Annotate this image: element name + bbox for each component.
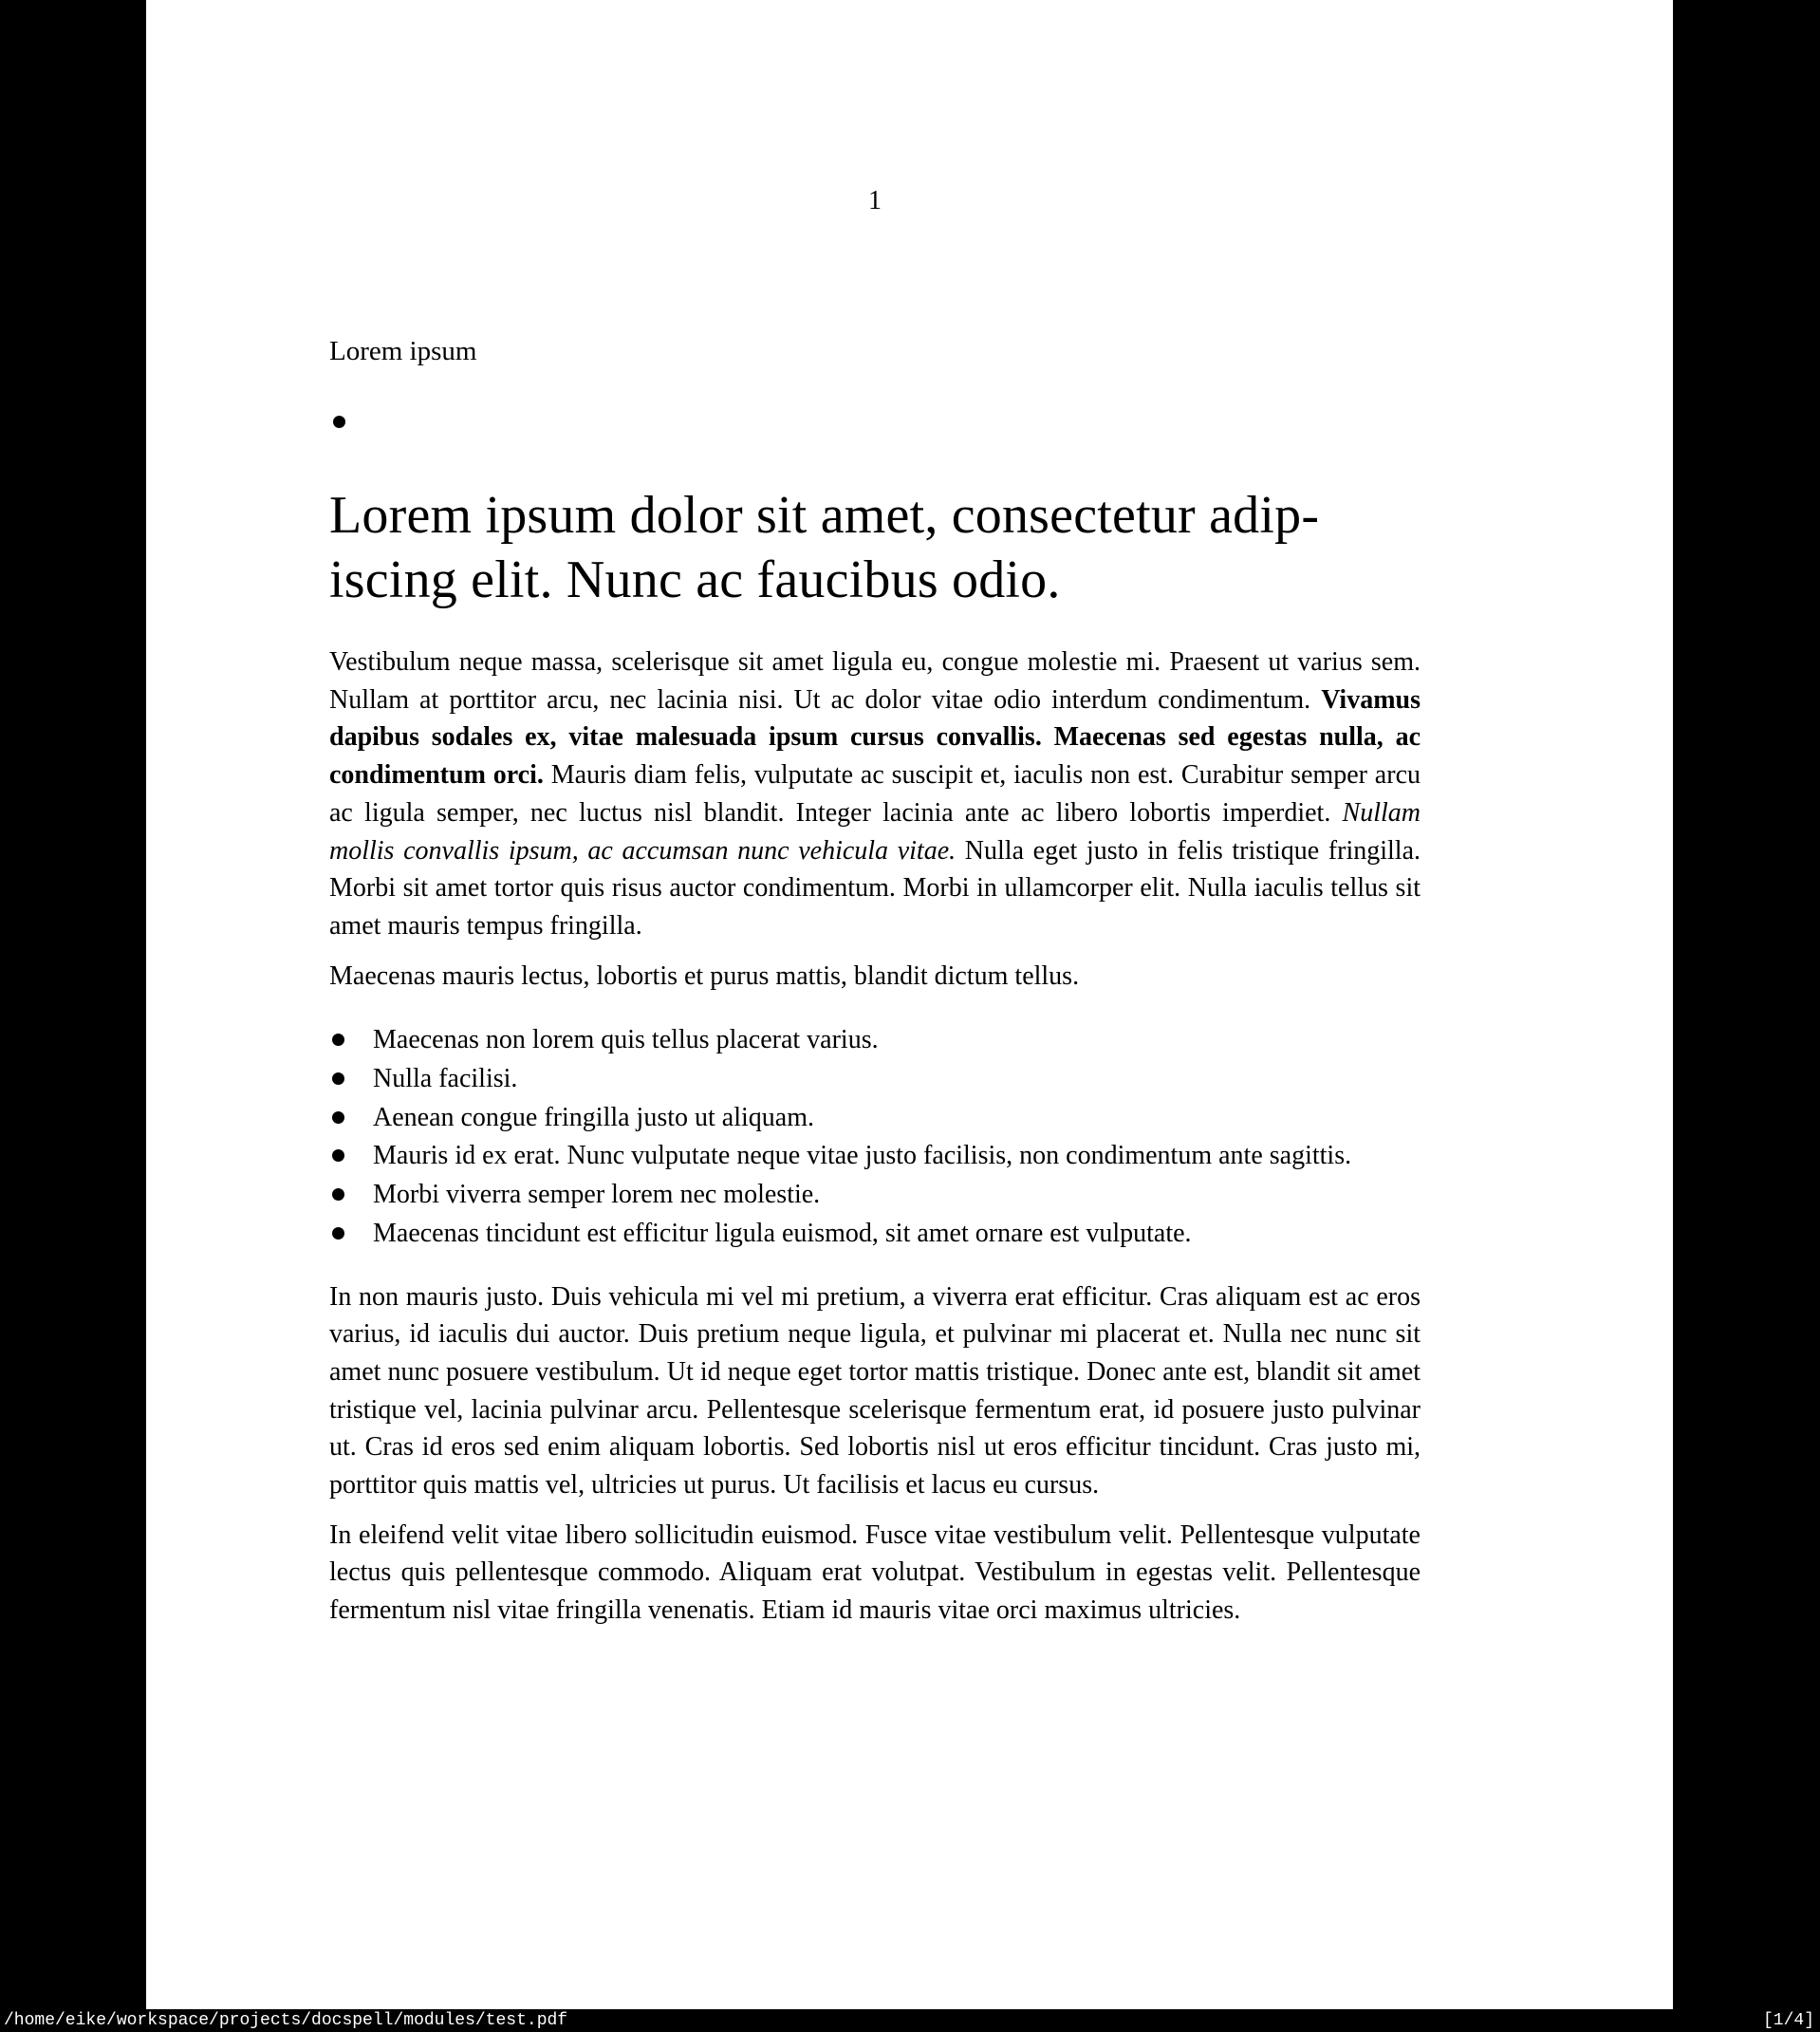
list-item: Aenean congue fringilla justo ut aliquam.: [329, 1099, 1421, 1137]
list-item: Mauris id ex erat. Nunc vulputate neque vitae justo facilisis, non condimentum ante sagittis.: [329, 1137, 1421, 1175]
pdf-page[interactable]: [146, 0, 1673, 2009]
paragraph-1: [329, 643, 1421, 945]
paragraph-2: Maecenas mauris lectus, lobortis et purus mattis, blandit dictum tellus.: [329, 960, 1080, 991]
list-item: Maecenas tincidunt est efficitur ligula euismod, sit amet ornare est vulputate.: [329, 1215, 1421, 1253]
paragraph-4: In eleifend velit vitae libero sollicitudin euismod. Fusce vitae vestibulum velit. Pellentesque vulputate lectus quis pellentesque commodo. Aliquam erat volutpat. Vestibulum in egestas velit. Pellentesque fermentum nisl vitae fringilla venenatis. Etiam id mauris vitae orci maximus ultricies.: [329, 1519, 1421, 1626]
intro-text: Lorem ipsum: [329, 336, 477, 366]
list-item: Maecenas non lorem quis tellus placerat varius.: [329, 1021, 1421, 1059]
paragraph-1-run-1: Vestibulum neque massa, scelerisque sit amet ligula eu, congue molestie mi. Praesent ut varius sem. Nullam at porttitor arcu, nec lacinia nisi. Ut ac dolor vitae odio interdum condimentum.: [329, 647, 1421, 715]
file-path-text: /home/eike/workspace/projects/docspell/modules/test.pdf: [4, 2011, 568, 2030]
heading-line-1: Lorem ipsum dolor sit amet, consectetur adip-: [329, 486, 1320, 545]
document-body: [329, 643, 1421, 1630]
list-item: Morbi viverra semper lorem nec molestie.: [329, 1176, 1421, 1214]
paragraph-1-bold-run: Vivamus dapibus sodales ex, vitae malesuada ipsum cursus convallis. Maecenas sed egestas nulla, ac condimentum orci.: [329, 684, 1421, 791]
list-item: Nulla facilisi.: [329, 1060, 1421, 1098]
paragraph-1-run-5: Nulla eget justo in felis tristique fringilla. Morbi sit amet tortor quis risus auctor condimentum. Morbi in ullamcorper elit. Nulla iaculis tellus sit amet mauris tempus fringilla.: [329, 835, 1421, 941]
paragraph-3: In non mauris justo. Duis vehicula mi vel mi pretium, a viverra erat efficitur. Cras aliquam est ac eros varius, id iaculis dui auctor. Duis pretium neque ligula, et pulvinar mi placerat et. Nulla nec nunc sit amet nunc posuere vestibulum. Ut id neque eget tortor mattis tristique. Donec ante est, blandit sit amet tristique vel, lacinia pulvinar arcu. Pellentesque scelerisque fermentum erat, id posuere justo pulvinar ut. Cras id eros sed enim aliquam lobortis. Sed lobortis nisl ut eros efficitur tincidunt. Cras justo mi, porttitor quis mattis vel, ultricies ut purus. Ut facilisis et lacus eu cursus.: [329, 1281, 1421, 1501]
empty-list-bullet-icon: [333, 416, 345, 428]
document-heading: [329, 483, 1421, 612]
heading-line-2: iscing elit. Nunc ac faucibus odio.: [329, 550, 1061, 609]
paragraph-1-italic-run: Nullam mollis convallis ipsum, ac accumsan nunc vehicula vitae.: [329, 797, 1421, 866]
page-indicator: [1/4]: [1762, 2011, 1814, 2030]
bullet-list: [329, 1021, 1421, 1252]
status-bar: [0, 2009, 1820, 2032]
paragraph-1-run-3: Mauris diam felis, vulputate ac suscipit et, iaculis non est. Curabitur semper arcu ac ligula semper, nec luctus nisl blandit. Integer lacinia ante ac libero lobortis imperdiet.: [329, 760, 1421, 828]
page-number-header: 1: [868, 186, 882, 215]
